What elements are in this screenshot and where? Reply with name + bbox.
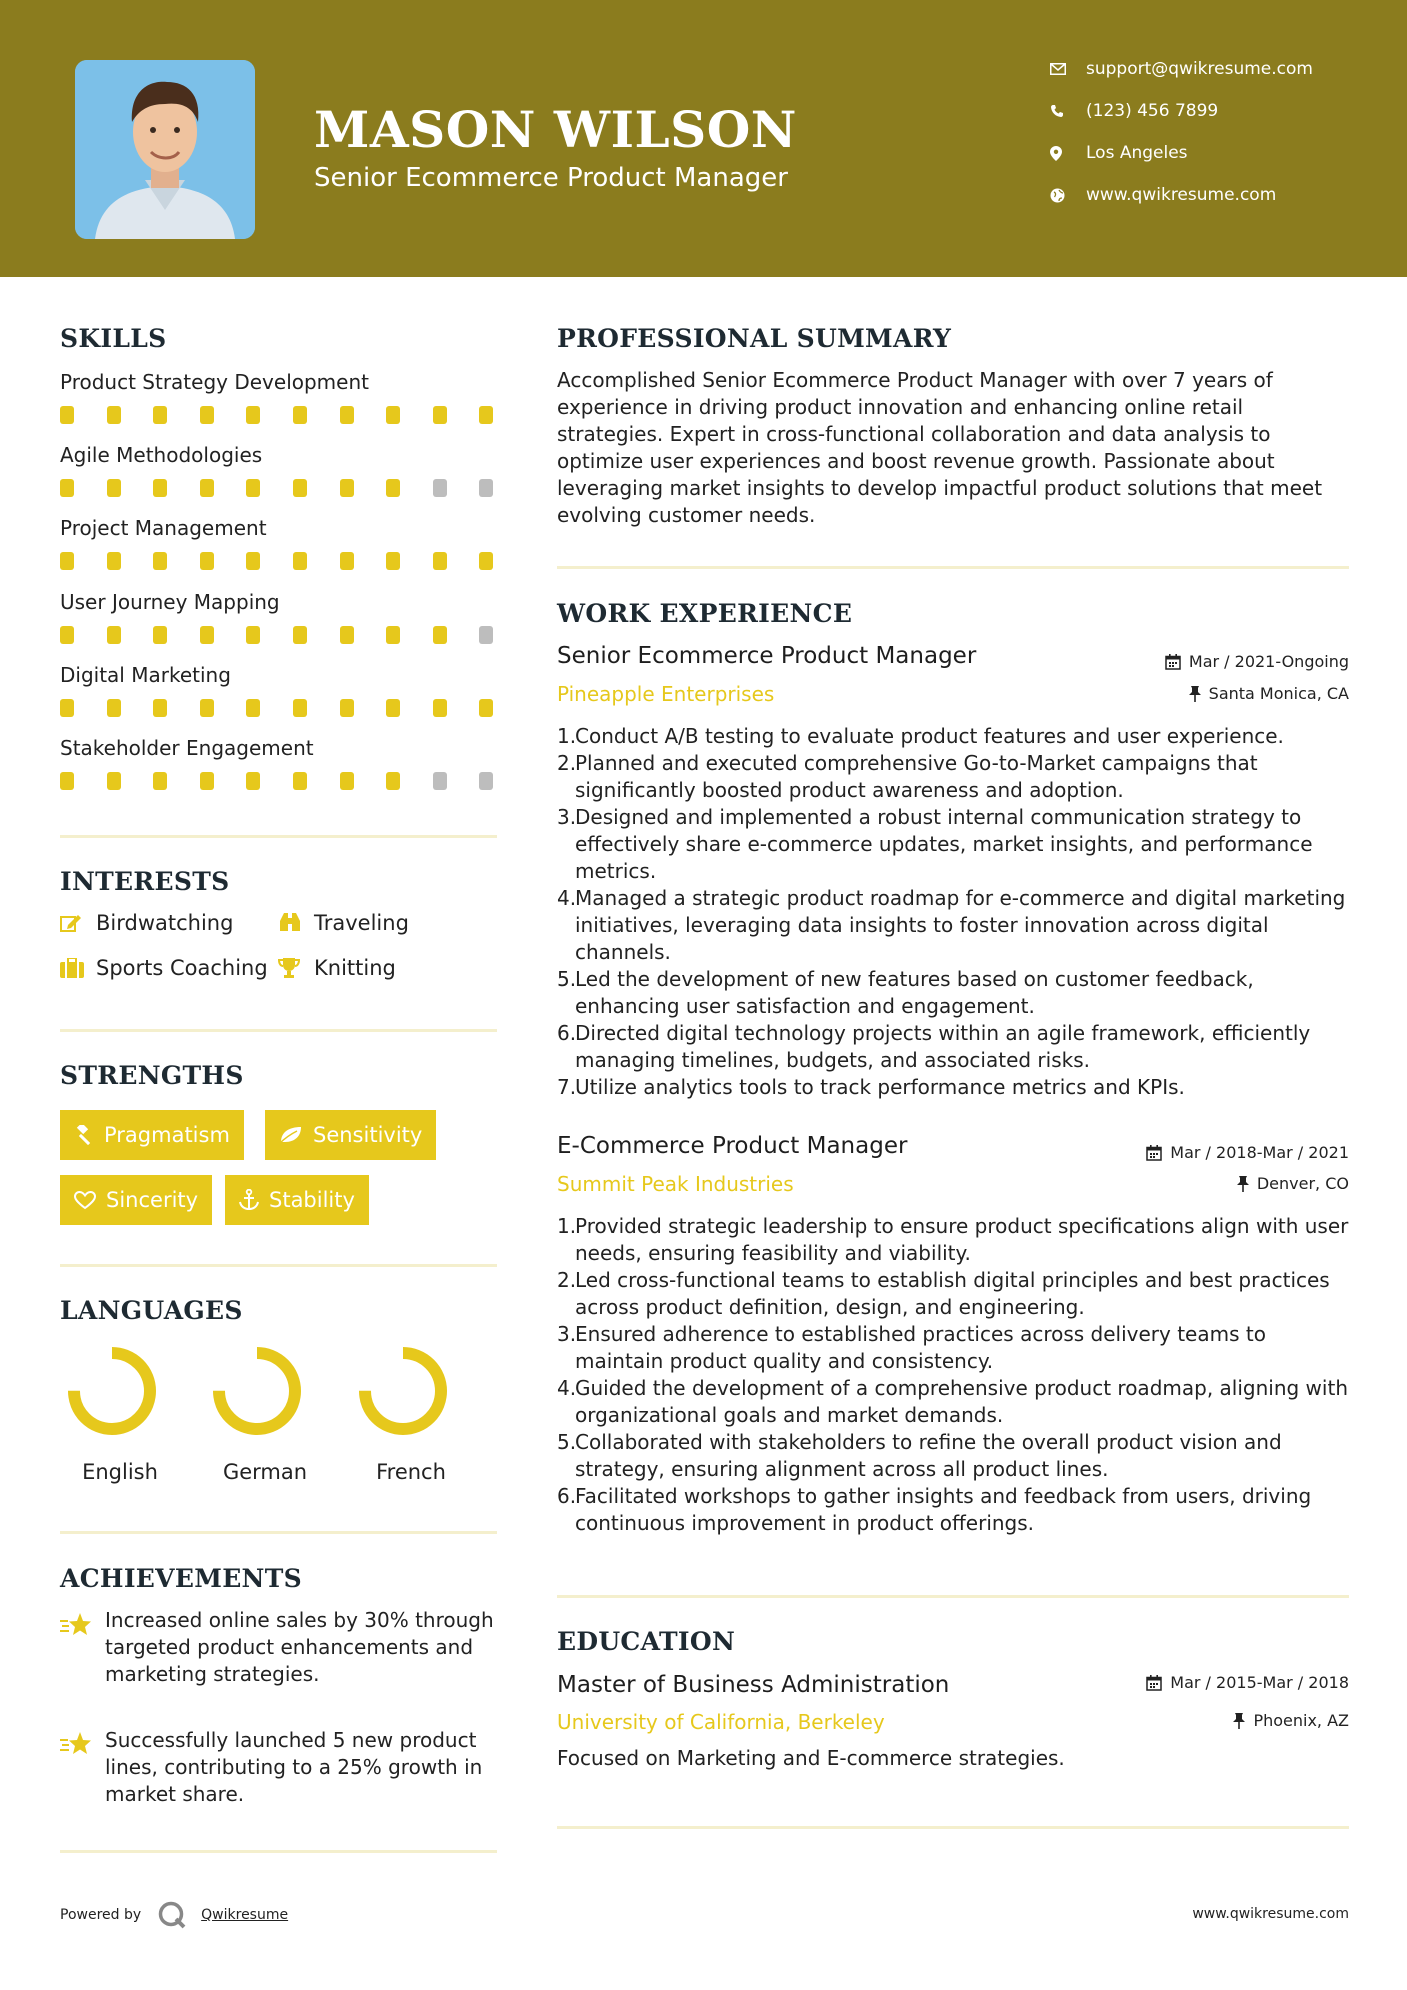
skill-rating bbox=[60, 626, 500, 644]
duty-item bbox=[557, 750, 1352, 804]
job-dates-text: Mar / 2021-Ongoing bbox=[1188, 652, 1349, 671]
strength-label: Sensitivity bbox=[313, 1123, 423, 1147]
section-divider bbox=[60, 1531, 497, 1534]
skill-dot bbox=[479, 626, 493, 644]
strengths-heading: STRENGTHS bbox=[60, 1061, 244, 1090]
phone-icon bbox=[1050, 104, 1086, 118]
qwikresume-link[interactable]: Qwikresume bbox=[201, 1907, 289, 1923]
job-location bbox=[1189, 684, 1349, 703]
education-dates bbox=[1146, 1673, 1349, 1692]
duty-text: Led the development of new features based on customer feedback, enhancing user satisfaction and engagement. bbox=[575, 967, 1254, 1018]
language-label: French bbox=[376, 1460, 446, 1484]
pencil-icon bbox=[60, 913, 96, 933]
skill-dot bbox=[293, 552, 307, 570]
skill-dot bbox=[386, 479, 400, 497]
skill-dot bbox=[340, 479, 354, 497]
binoculars-icon bbox=[278, 913, 314, 933]
languages-heading: LANGUAGES bbox=[60, 1296, 243, 1325]
duty-item bbox=[557, 1321, 1352, 1375]
skill-dot bbox=[340, 699, 354, 717]
resume-header bbox=[0, 0, 1407, 277]
skill-dot bbox=[60, 626, 74, 644]
skill-dot bbox=[433, 772, 447, 790]
skill-dot bbox=[386, 699, 400, 717]
job-dates bbox=[1146, 1143, 1349, 1162]
job-title: Senior Ecommerce Product Manager bbox=[557, 643, 977, 669]
job-location-text: Denver, CO bbox=[1256, 1174, 1349, 1193]
skill-dot bbox=[479, 479, 493, 497]
achievement-text: Successfully launched 5 new product lines, contributing to a 25% growth in market share. bbox=[105, 1728, 483, 1806]
skill-dot bbox=[293, 699, 307, 717]
skill-dot bbox=[433, 699, 447, 717]
pushpin-icon bbox=[1233, 1713, 1245, 1729]
job-title: E-Commerce Product Manager bbox=[557, 1133, 908, 1159]
skill-dot bbox=[200, 626, 214, 644]
section-divider bbox=[557, 1595, 1349, 1598]
skill-dot bbox=[293, 479, 307, 497]
skill-dot bbox=[479, 406, 493, 424]
pushpin-icon bbox=[1189, 686, 1201, 702]
skill-dot bbox=[479, 772, 493, 790]
star-icon bbox=[60, 1731, 92, 1761]
duty-number: 5. bbox=[557, 967, 577, 991]
powered-by-label: Powered by bbox=[60, 1907, 142, 1923]
skill-dot bbox=[200, 772, 214, 790]
contact-website[interactable] bbox=[1050, 183, 1390, 207]
duty-item bbox=[557, 804, 1352, 885]
skill-dot bbox=[246, 552, 260, 570]
globe-icon bbox=[1050, 188, 1086, 203]
duty-text: Managed a strategic product roadmap for e-commerce and digital marketing initiatives, leveraging data insights to foster innovation across digital channels. bbox=[575, 886, 1346, 964]
duty-item bbox=[557, 1267, 1352, 1321]
education-heading: EDUCATION bbox=[557, 1627, 736, 1656]
strength-tag bbox=[225, 1175, 369, 1225]
skill-dot bbox=[433, 626, 447, 644]
skill-dot bbox=[433, 406, 447, 424]
skill-dot bbox=[293, 626, 307, 644]
strength-label: Pragmatism bbox=[104, 1123, 230, 1147]
language-label: English bbox=[82, 1460, 158, 1484]
education-dates-text: Mar / 2015-Mar / 2018 bbox=[1170, 1673, 1349, 1692]
skill-dot bbox=[200, 552, 214, 570]
envelope-icon bbox=[1050, 63, 1086, 75]
skill-dot bbox=[153, 699, 167, 717]
skill-rating bbox=[60, 772, 500, 790]
skill-dot bbox=[479, 552, 493, 570]
skill-dot bbox=[340, 626, 354, 644]
skill-name: Digital Marketing bbox=[60, 662, 231, 687]
duty-text: Collaborated with stakeholders to refine the overall product vision and strategy, ensuring alignment across all product lines. bbox=[575, 1430, 1282, 1481]
duty-number: 4. bbox=[557, 886, 577, 910]
skills-heading: SKILLS bbox=[60, 324, 167, 353]
skill-dot bbox=[246, 479, 260, 497]
briefcase-icon bbox=[60, 958, 96, 978]
skill-dot bbox=[340, 772, 354, 790]
interest-item bbox=[278, 956, 396, 980]
job-duties-list bbox=[557, 723, 1352, 1101]
calendar-icon bbox=[1146, 1675, 1162, 1691]
skill-name: Project Management bbox=[60, 516, 267, 541]
skill-name: User Journey Mapping bbox=[60, 589, 280, 614]
skill-dot bbox=[246, 406, 260, 424]
location-pin-icon bbox=[1050, 146, 1086, 161]
section-divider bbox=[60, 1850, 497, 1853]
job-location-text: Santa Monica, CA bbox=[1208, 684, 1349, 703]
language-level-ring bbox=[211, 1345, 303, 1437]
interest-item bbox=[278, 911, 409, 935]
interest-item bbox=[60, 911, 233, 935]
duty-text: Planned and executed comprehensive Go-to-Market campaigns that significantly boosted product awareness and adoption. bbox=[575, 751, 1258, 802]
calendar-icon bbox=[1146, 1145, 1162, 1161]
duty-text: Led cross-functional teams to establish digital principles and best practices across product definition, design, and engineering. bbox=[575, 1268, 1330, 1319]
skill-dot bbox=[60, 699, 74, 717]
skill-name: Agile Methodologies bbox=[60, 443, 263, 468]
skill-dot bbox=[293, 406, 307, 424]
skill-dot bbox=[246, 772, 260, 790]
duty-item bbox=[557, 966, 1352, 1020]
skill-dot bbox=[293, 772, 307, 790]
interest-label: Traveling bbox=[314, 911, 409, 935]
profile-photo bbox=[75, 60, 255, 239]
heart-icon bbox=[74, 1191, 96, 1210]
company-name: Pineapple Enterprises bbox=[557, 682, 775, 706]
skill-dot bbox=[107, 479, 121, 497]
duty-text: Provided strategic leadership to ensure product specifications align with user needs, ensuring feasibility and viability. bbox=[575, 1214, 1349, 1265]
gavel-icon bbox=[74, 1125, 94, 1145]
education-location-text: Phoenix, AZ bbox=[1253, 1711, 1349, 1730]
school-name: University of California, Berkeley bbox=[557, 1710, 885, 1734]
strength-label: Sincerity bbox=[106, 1188, 199, 1212]
summary-text: Accomplished Senior Ecommerce Product Manager with over 7 years of experience in driving product innovation and enhancing online retail strategies. Expert in cross-functional collaboration and data analysis to optimize user experiences and boost revenue growth. Passionate about leveraging market insights to develop impactful product solutions that meet evolving customer needs. bbox=[557, 368, 1323, 527]
duty-item bbox=[557, 1429, 1352, 1483]
degree-title: Master of Business Administration bbox=[557, 1672, 950, 1698]
skill-rating bbox=[60, 479, 500, 497]
duty-item bbox=[557, 1020, 1352, 1074]
contact-website-text: www.qwikresume.com bbox=[1086, 185, 1277, 205]
duty-number: 1. bbox=[557, 724, 577, 748]
skill-dot bbox=[246, 699, 260, 717]
contact-phone[interactable] bbox=[1050, 99, 1390, 123]
skill-dot bbox=[107, 552, 121, 570]
duty-text: Conduct A/B testing to evaluate product features and user experience. bbox=[575, 724, 1284, 748]
education-location bbox=[1233, 1711, 1349, 1730]
contact-location-text: Los Angeles bbox=[1086, 143, 1188, 163]
skill-dot bbox=[153, 552, 167, 570]
skill-name: Product Strategy Development bbox=[60, 370, 369, 394]
section-divider bbox=[60, 835, 497, 838]
skill-rating bbox=[60, 699, 500, 717]
language-level-arc bbox=[365, 1353, 441, 1429]
qwikresume-logo-icon bbox=[157, 1900, 187, 1930]
interest-item bbox=[60, 956, 268, 980]
language-level-arc bbox=[74, 1353, 150, 1429]
section-divider bbox=[60, 1029, 497, 1032]
skill-dot bbox=[200, 699, 214, 717]
skill-dot bbox=[107, 772, 121, 790]
skill-rating bbox=[60, 406, 500, 424]
language-level-arc bbox=[219, 1353, 295, 1429]
footer-powered-by bbox=[60, 1900, 288, 1930]
contact-email-text: support@qwikresume.com bbox=[1086, 59, 1313, 79]
calendar-icon bbox=[1165, 654, 1181, 670]
job-dates bbox=[1165, 652, 1349, 671]
duty-item bbox=[557, 885, 1352, 966]
skill-dot bbox=[107, 699, 121, 717]
duty-number: 3. bbox=[557, 805, 577, 829]
duty-text: Ensured adherence to established practices across delivery teams to maintain product quality and consistency. bbox=[575, 1322, 1266, 1373]
skill-dot bbox=[60, 406, 74, 424]
duty-item bbox=[557, 1074, 1352, 1101]
contact-location bbox=[1050, 141, 1390, 165]
duty-text: Utilize analytics tools to track performance metrics and KPIs. bbox=[575, 1075, 1185, 1099]
candidate-name: MASON WILSON bbox=[314, 100, 797, 159]
strength-tag bbox=[265, 1110, 436, 1160]
interest-label: Birdwatching bbox=[96, 911, 234, 935]
skill-dot bbox=[386, 772, 400, 790]
skill-dot bbox=[153, 626, 167, 644]
interests-heading: INTERESTS bbox=[60, 867, 230, 896]
skill-rating bbox=[60, 552, 500, 570]
skill-dot bbox=[386, 406, 400, 424]
company-name: Summit Peak Industries bbox=[557, 1172, 794, 1196]
skill-dot bbox=[340, 406, 354, 424]
contact-email[interactable] bbox=[1050, 57, 1390, 81]
strength-tag bbox=[60, 1110, 244, 1160]
skill-dot bbox=[246, 626, 260, 644]
skill-dot bbox=[107, 406, 121, 424]
duty-number: 3. bbox=[557, 1322, 577, 1346]
language-level-ring bbox=[66, 1345, 158, 1437]
skill-dot bbox=[107, 626, 121, 644]
experience-heading: WORK EXPERIENCE bbox=[557, 599, 853, 628]
duty-number: 1. bbox=[557, 1214, 577, 1238]
education-description: Focused on Marketing and E-commerce strategies. bbox=[557, 1746, 1065, 1770]
achievements-heading: ACHIEVEMENTS bbox=[60, 1564, 302, 1593]
duty-number: 4. bbox=[557, 1376, 577, 1400]
skill-dot bbox=[386, 552, 400, 570]
duty-item bbox=[557, 723, 1352, 750]
skill-dot bbox=[200, 479, 214, 497]
language-label: German bbox=[222, 1460, 308, 1484]
duty-item bbox=[557, 1213, 1352, 1267]
job-location bbox=[1237, 1174, 1349, 1193]
duty-item bbox=[557, 1375, 1352, 1429]
interest-label: Sports Coaching bbox=[96, 956, 268, 980]
skill-dot bbox=[433, 552, 447, 570]
section-divider bbox=[557, 566, 1349, 569]
duty-number: 6. bbox=[557, 1484, 577, 1508]
pushpin-icon bbox=[1237, 1176, 1249, 1192]
duty-text: Designed and implemented a robust internal communication strategy to effectively share e-commerce updates, market insights, and performance metrics. bbox=[575, 805, 1313, 883]
skill-dot bbox=[153, 406, 167, 424]
summary-heading: PROFESSIONAL SUMMARY bbox=[557, 324, 952, 353]
strength-label: Stability bbox=[269, 1188, 355, 1212]
strength-tag bbox=[60, 1175, 212, 1225]
trophy-icon bbox=[278, 957, 314, 979]
duty-number: 2. bbox=[557, 1268, 577, 1292]
candidate-title: Senior Ecommerce Product Manager bbox=[314, 163, 788, 193]
footer-url[interactable]: www.qwikresume.com bbox=[1192, 1906, 1349, 1922]
skill-dot bbox=[340, 552, 354, 570]
duty-number: 6. bbox=[557, 1021, 577, 1045]
skill-dot bbox=[60, 552, 74, 570]
interest-label: Knitting bbox=[314, 956, 396, 980]
duty-text: Facilitated workshops to gather insights and feedback from users, driving continuous improvement in product offerings. bbox=[575, 1484, 1312, 1535]
section-divider bbox=[557, 1826, 1349, 1829]
skill-name: Stakeholder Engagement bbox=[60, 736, 314, 760]
duty-number: 5. bbox=[557, 1430, 577, 1454]
skill-dot bbox=[386, 626, 400, 644]
skill-dot bbox=[200, 406, 214, 424]
skill-dot bbox=[60, 772, 74, 790]
job-duties-list bbox=[557, 1213, 1352, 1537]
duty-text: Directed digital technology projects within an agile framework, efficiently managing timelines, budgets, and associated risks. bbox=[575, 1021, 1311, 1072]
skill-dot bbox=[479, 699, 493, 717]
language-level-ring bbox=[357, 1345, 449, 1437]
duty-item bbox=[557, 1483, 1352, 1537]
section-divider bbox=[60, 1264, 497, 1267]
job-dates-text: Mar / 2018-Mar / 2021 bbox=[1170, 1143, 1349, 1162]
star-icon bbox=[60, 1612, 92, 1642]
duty-number: 2. bbox=[557, 751, 577, 775]
duty-number: 7. bbox=[557, 1075, 577, 1099]
skill-dot bbox=[153, 772, 167, 790]
anchor-icon bbox=[239, 1189, 259, 1211]
skill-dot bbox=[153, 479, 167, 497]
skill-dot bbox=[433, 479, 447, 497]
duty-text: Guided the development of a comprehensive product roadmap, aligning with organizational goals and market demands. bbox=[575, 1376, 1348, 1427]
contact-phone-text: (123) 456 7899 bbox=[1086, 101, 1219, 121]
skill-dot bbox=[60, 479, 74, 497]
achievement-text: Increased online sales by 30% through targeted product enhancements and marketing strategies. bbox=[105, 1608, 494, 1686]
leaf-icon bbox=[279, 1126, 303, 1144]
